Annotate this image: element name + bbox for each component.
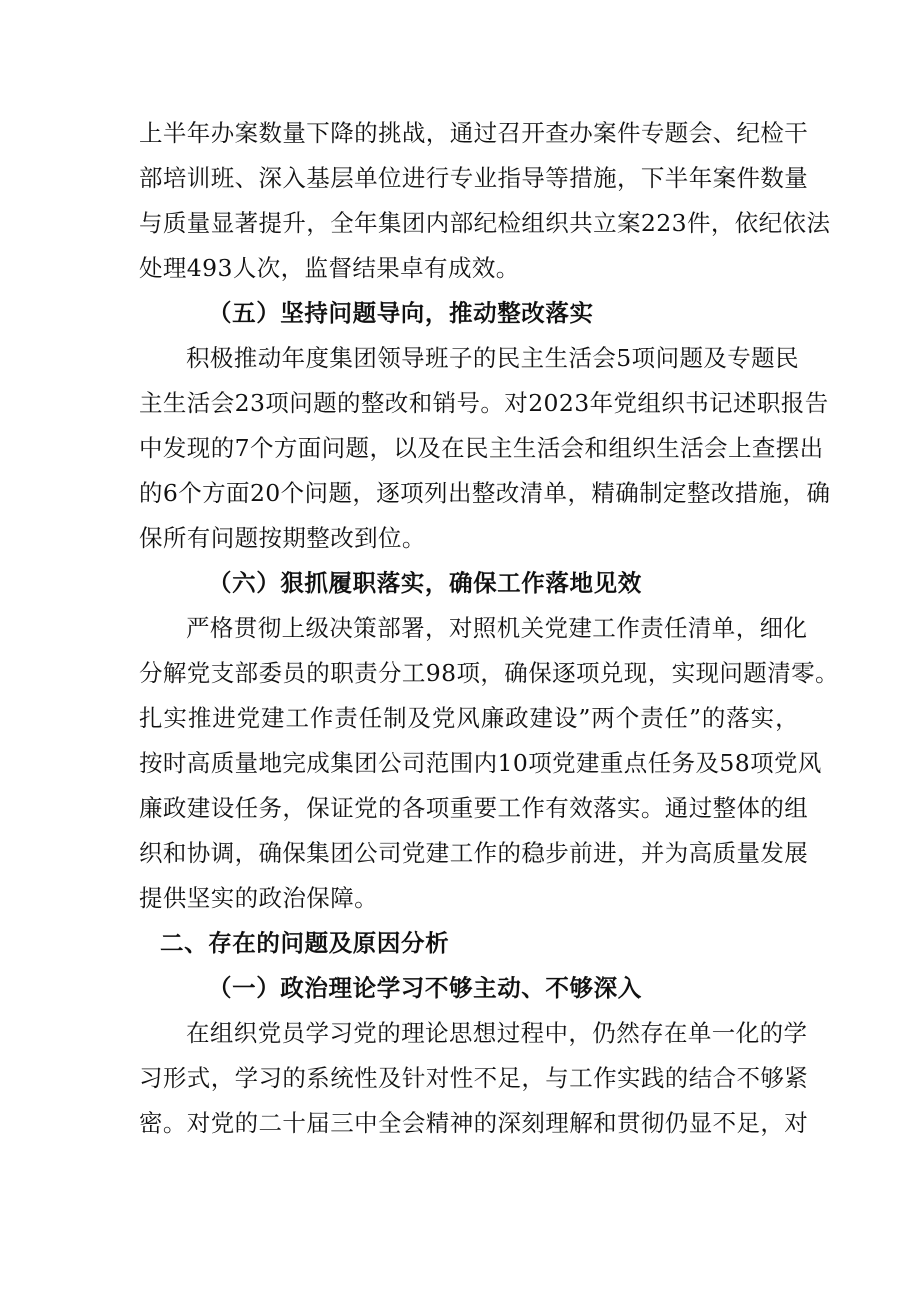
paragraph-line: 处理493人次，监督结果卓有成效。 bbox=[139, 254, 520, 282]
paragraph-line: 部培训班、深入基层单位进行专业指导等措施，下半年案件数量 bbox=[139, 164, 809, 192]
paragraph-line: 保所有问题按期整改到位。 bbox=[139, 524, 426, 552]
subheading-1: （一）政治理论学习不够主动、不够深入 bbox=[208, 974, 642, 1002]
subheading-5: （五）坚持问题导向，推动整改落实 bbox=[208, 299, 594, 327]
paragraph-line: 与质量显著提升，全年集团内部纪检组织共立案223件，依纪依法 bbox=[139, 209, 831, 237]
paragraph-line: 习形式，学习的系统性及针对性不足，与工作实践的结合不够紧 bbox=[139, 1064, 809, 1092]
section-heading-2: 二、存在的问题及原因分析 bbox=[160, 929, 450, 957]
paragraph-line: 密。对党的二十届三中全会精神的深刻理解和贯彻仍显不足，对 bbox=[139, 1109, 809, 1137]
paragraph-line: 按时高质量地完成集团公司范围内10项党建重点任务及58项党风 bbox=[139, 749, 822, 777]
paragraph-line: 在组织党员学习党的理论思想过程中，仍然存在单一化的学 bbox=[186, 1019, 808, 1047]
paragraph-line: 织和协调，确保集团公司党建工作的稳步前进，并为高质量发展 bbox=[139, 839, 809, 867]
paragraph-line: 扎实推进党建工作责任制及党风廉政建设”两个责任”的落实， bbox=[139, 704, 799, 732]
paragraph-line: 分解党支部委员的职责分工98项，确保逐项兑现，实现问题清零。 bbox=[139, 659, 839, 687]
paragraph-line: 中发现的7个方面问题，以及在民主生活会和组织生活会上查摆出 bbox=[139, 434, 824, 462]
paragraph-line: 严格贯彻上级决策部署，对照机关党建工作责任清单，细化 bbox=[186, 614, 808, 642]
subheading-6: （六）狠抓履职落实，确保工作落地见效 bbox=[208, 569, 642, 597]
paragraph-line: 的6个方面20个问题，逐项列出整改清单，精确制定整改措施，确 bbox=[139, 479, 831, 507]
paragraph-line: 积极推动年度集团领导班子的民主生活会5项问题及专题民 bbox=[186, 344, 799, 372]
paragraph-line: 廉政建设任务，保证党的各项重要工作有效落实。通过整体的组 bbox=[139, 794, 809, 822]
paragraph-line: 上半年办案数量下降的挑战，通过召开查办案件专题会、纪检干 bbox=[139, 119, 809, 147]
paragraph-line: 提供坚实的政治保障。 bbox=[139, 884, 378, 912]
paragraph-line: 主生活会23项问题的整改和销号。对2023年党组织书记述职报告 bbox=[139, 389, 829, 417]
